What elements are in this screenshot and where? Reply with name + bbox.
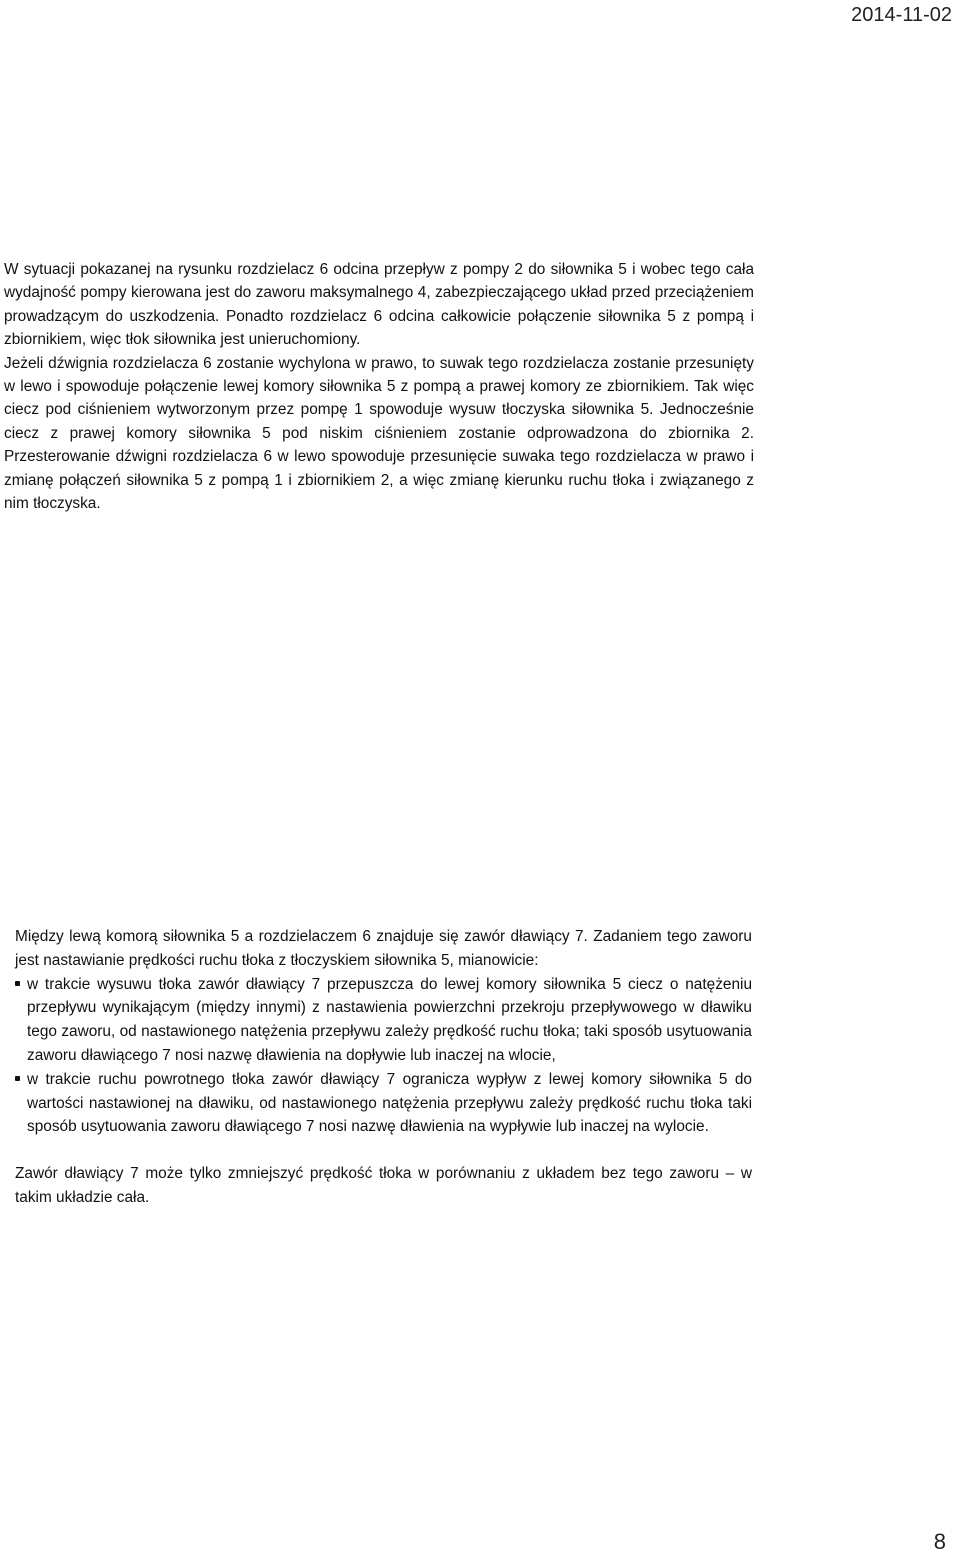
- page-number: 8: [933, 1529, 946, 1554]
- paragraph-closing: Zawór dławiący 7 może tylko zmniejszyć prędkość tłoka w porównaniu z układem bez tego zaworu – w takim układzie cała.: [15, 1165, 752, 1206]
- bullet-list: [15, 973, 752, 1140]
- section-hydraulic-description: [4, 258, 754, 515]
- section-throttle-valve: [15, 925, 752, 1210]
- header-date: 2014-11-02: [851, 4, 952, 26]
- list-item: w trakcie ruchu powrotnego tłoka zawór dławiący 7 ogranicza wypływ z lewej komory siłownika 5 do wartości nastawionej na dławiku, od nastawionego natężenia przepływu zależy prędkość ruchu tłoka taki sposób usytuowania zaworu dławiącego 7 nosi nazwę dławienia na wypływie lub inaczej na wylocie.: [15, 1068, 752, 1139]
- list-item: w trakcie wysuwu tłoka zawór dławiący 7 przepuszcza do lewej komory siłownika 5 ciecz o natężeniu przepływu wynikającym (między innymi) z nastawienia powierzchni przekroju przepływowego w dławiku tego zaworu, od nastawionego natężenia przepływu zależy prędkość ruchu tłoka; taki sposób usytuowania zaworu dławiącego 7 nosi nazwę dławienia na dopływie lub inaczej na wlocie,: [15, 973, 752, 1068]
- paragraph: W sytuacji pokazanej na rysunku rozdzielacz 6 odcina przepływ z pompy 2 do siłownika 5 i wobec tego cała wydajność pompy kierowana jest do zaworu maksymalnego 4, zabezpieczającego układ przed przeciążeniem prowadzącym do uszkodzenia. Ponadto rozdzielacz 6 odcina całkowicie połączenie siłownika 5 z pompą i zbiornikiem, więc tłok siłownika jest unieruchomiony.: [4, 261, 754, 349]
- paragraph-intro: Między lewą komorą siłownika 5 a rozdzielaczem 6 znajduje się zawór dławiący 7. Zadaniem tego zaworu jest nastawianie prędkości ruchu tłoka z tłoczyskiem siłownika 5, mianowicie:: [15, 928, 752, 969]
- spacer: [15, 1139, 752, 1162]
- paragraph: Jeżeli dźwignia rozdzielacza 6 zostanie wychylona w prawo, to suwak tego rozdzielacza zostanie przesunięty w lewo i spowoduje połączenie lewej komory siłownika 5 z pompą a prawej komory ze zbiornikiem. Tak więc ciecz pod ciśnieniem wytworzonym przez pompę 1 spowoduje wysuw tłoczyska siłownika 5. Jednocześnie ciecz z prawej komory siłownika 5 pod niskim ciśnieniem zostanie odprowadzona do zbiornika 2. Przesterowanie dźwigni rozdzielacza 6 w lewo spowoduje przesunięcie suwaka tego rozdzielacza w prawo i zmianę połączeń siłownika 5 z pompą 1 i zbiornikiem 2, a więc zmianę kierunku ruchu tłoka i związanego z nim tłoczyska.: [4, 354, 754, 513]
